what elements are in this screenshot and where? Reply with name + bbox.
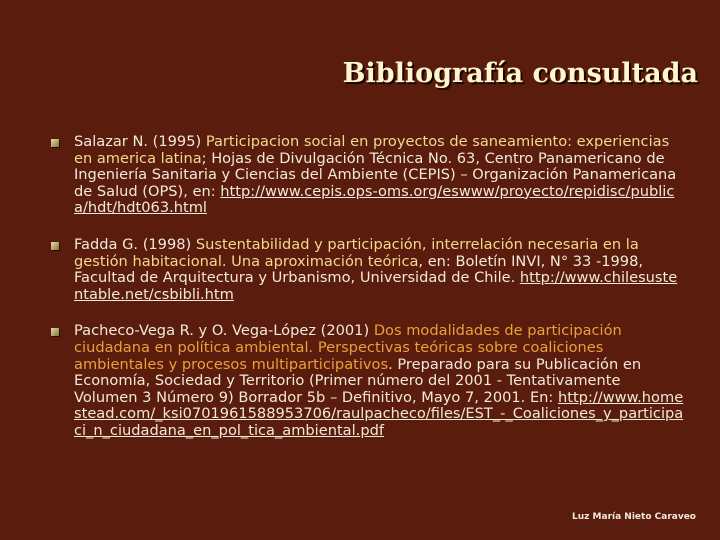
reference-item — [48, 323, 684, 439]
reference-title: Dos modalidades de participación ciudadana en política ambiental. Perspectivas teóricas sobre coaliciones ambientales y procesos multiparticipativos — [74, 322, 622, 373]
reference-details: , en: Boletín INVI, N° 33 -1998, Facultad de Arquitectura y Urbanismo, Universidad de Chile. — [74, 252, 644, 287]
reference-details: . Preparado para su Publicación en Economía, Sociedad y Territorio (Primer número del 2001 - Tentativamente Volumen 3 Número 9) Borrador 5b – Definitivo, Mayo 7, 2001. En: — [74, 355, 642, 406]
reference-details: ; Hojas de Divulgación Técnica No. 63, Centro Panamericano de Ingeniería Sanitaria y Ciencias del Ambiente (CEPIS) – Organización Panamericana de Salud (OPS), en: — [74, 149, 677, 200]
reference-authors: Salazar N. (1995) — [74, 133, 206, 150]
slide-title: Bibliografía consultada — [342, 58, 698, 89]
reference-link[interactable]: http://www.cepis.ops-oms.org/eswww/proyecto/repidisc/publica/hdt/hdt063.html — [74, 182, 675, 217]
reference-authors: Pacheco-Vega R. y O. Vega-López (2001) — [74, 322, 374, 340]
reference-item — [48, 134, 684, 217]
reference-title: Sustentabilidad y participación, interrelación necesaria en la gestión habitacional. Una aproximación teórica — [74, 235, 639, 270]
square-bullet-icon — [51, 328, 59, 336]
reference-item — [48, 237, 684, 303]
reference-link[interactable]: http://www.homestead.com/_ksi0701961588953706/raulpacheco/files/EST_-_Coaliciones_y_participaci_n_ciudadana_en_pol_tica_ambiental.pdf — [74, 388, 684, 439]
square-bullet-icon — [51, 139, 59, 147]
author-footer: Luz María Nieto Caraveo — [572, 512, 696, 522]
reference-authors: Fadda G. (1998) — [74, 235, 196, 253]
square-bullet-icon — [51, 242, 59, 250]
reference-title: Participacion social en proyectos de saneamiento: experiencias en america latina — [74, 133, 670, 167]
reference-link[interactable]: http://www.chilesustentable.net/csbibli.htm — [74, 269, 678, 303]
reference-list — [48, 134, 684, 460]
